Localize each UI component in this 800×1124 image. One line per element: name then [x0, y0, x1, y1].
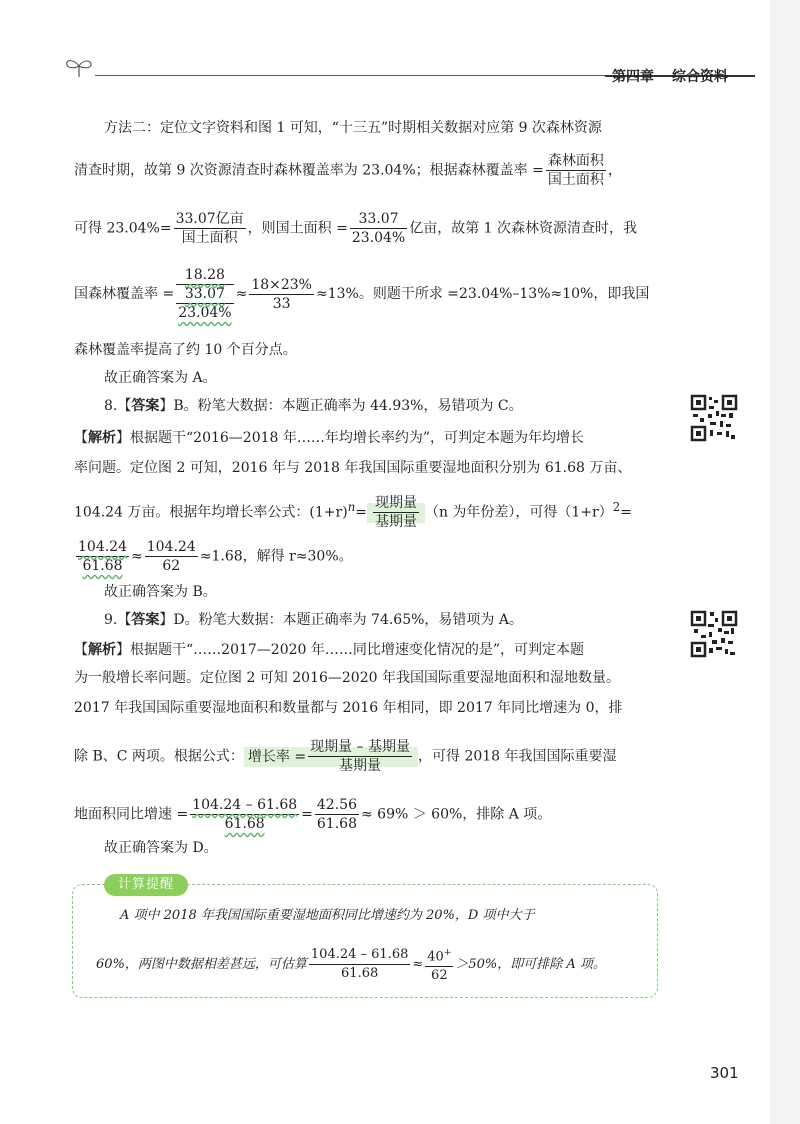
q9-analysis-line4: 除 B、C 两项。根据公式： 增长率 = $\frac{\text{现期量 – 基期量}}{\text{基期量}}$ ，可得 2018 年我国国际重要湿	[74, 739, 617, 774]
method2-line4: 国森林覆盖率 = 18.28 33.07 23.04% ≈ $\frac{18\times 23\%}{33}$ ≈13%。则题干所求 =23.04%–13%≈10%，即我国	[74, 267, 650, 321]
chapter-header	[612, 66, 746, 86]
fraction: $\frac{104.24}{61.68}$	[78, 539, 127, 574]
nested-fraction: 18.28 33.07 23.04%	[178, 267, 232, 321]
header-rule	[95, 75, 605, 76]
page-edge-band	[770, 0, 800, 1124]
q8-answer-line: 8.【答案】B。粉笔大数据：本题正确率为 44.93%，易错项为 C。	[104, 398, 523, 414]
tip-line1: A 项中 2018 年我国国际重要湿地面积同比增速约为 20%，D 项中大于	[120, 908, 535, 923]
method2-answer: 故正确答案为 A。	[104, 370, 217, 386]
q8-analysis-line4: $\frac{104.24}{61.68}$ ≈ $\frac{104.24}{62}$ ≈1.68，解得 r≈30%。	[78, 539, 353, 574]
fraction: $\frac{40^+}{62}$	[425, 944, 453, 985]
method2-line5: 森林覆盖率提高了约 10 个百分点。	[74, 342, 297, 358]
fraction: $\frac{42.56}{61.68}$	[316, 797, 357, 832]
fraction: $\frac{\text{现期量 – 基期量}}{\text{基期量}}$	[310, 739, 410, 774]
fraction: $\frac{\text{森林面积}}{\text{国土面积}}$	[547, 153, 604, 188]
q9-analysis-line5: 地面积同比增速 = $\frac{104.24 - 61.68}{61.68}$ = $\frac{42.56}{61.68}$ ≈ 69% ＞ 60%，排除 A 项。	[74, 797, 552, 832]
fraction: $\frac{\text{33.07亿亩}}{\text{国土面积}}$	[175, 211, 244, 246]
page-number: 301	[710, 1064, 739, 1082]
q9-answer-line: 9.【答案】D。粉笔大数据：本题正确率为 74.65%，易错项为 A。	[104, 612, 523, 628]
formula-highlight: 增长率 = $\frac{\text{现期量 – 基期量}}{\text{基期量}}$	[244, 747, 418, 767]
method2-line2: 清查时期，故第 9 次资源清查时森林覆盖率为 23.04%；根据森林覆盖率 = $\frac{\text{森林面积}}{\text{国土面积}}$ ，	[74, 153, 622, 188]
q9-analysis-line1: 【解析】根据题干“……2017—2020 年……同比增速变化情况的是”，可判定本题	[74, 642, 585, 658]
chapter-title: 第四章	[612, 69, 654, 85]
fraction: $\frac{18\times 23\%}{33}$	[251, 276, 312, 312]
q9-answer: 故正确答案为 D。	[104, 840, 218, 856]
q8-analysis-line2: 率问题。定位图 2 可知，2016 年与 2018 年我国国际重要湿地面积分别为 61.68 万亩、	[74, 460, 632, 476]
q9-analysis-line2: 为一般增长率问题。定位图 2 可知 2016—2020 年我国国际重要湿地面积和湿地数量。	[74, 670, 620, 686]
qr-code-icon[interactable]	[690, 610, 738, 658]
q8-analysis-line3: 104.24 万亩。根据年均增长率公式：$(1+r)^n=$ $\frac{\text{现期量}}{\text{基期量}}$ （n 为年份差），可得$(1+r)^2=$	[74, 495, 632, 530]
q8-analysis-line1: 【解析】根据题干“2016—2018 年……年均增长率约为”，可判定本题为年均增长	[74, 430, 585, 446]
method2-line3: 可得 23.04%= $\frac{\text{33.07亿亩}}{\text{国土面积}}$ ，则国土面积 = $\frac{33.07}{23.04\%}$ 亿亩，故第 1 次森林资源清查时，我	[74, 211, 638, 246]
formula-fraction: $\frac{\text{现期量}}{\text{基期量}}$	[374, 495, 417, 530]
method2-line1: 方法二：定位文字资料和图 1 可知，“十三五”时期相关数据对应第 9 次森林资源	[104, 120, 602, 136]
fraction: $\frac{104.24 - 61.68}{61.68}$	[192, 797, 298, 832]
sprout-icon	[62, 56, 96, 78]
section-title: 综合资料	[672, 69, 728, 85]
qr-code-icon[interactable]	[690, 394, 738, 442]
fraction: $\frac{104.24}{62}$	[146, 539, 196, 574]
fraction: $\frac{33.07}{23.04\%}$	[351, 211, 406, 246]
q9-analysis-line3: 2017 年我国国际重要湿地面积和数量都与 2016 年相同，即 2017 年同比增速为 0，排	[74, 700, 623, 716]
calculation-tip-tag: 计算提醒	[104, 874, 188, 896]
tip-line2: 60%，两图中数据相差甚远，可估算 $\frac{104.24 - 61.68}{61.68}$ ≈ $\frac{40^+}{62}$ ＞50%，即可排除 A 项。	[96, 944, 606, 985]
fraction: $\frac{104.24 - 61.68}{61.68}$	[310, 947, 409, 982]
q8-answer: 故正确答案为 B。	[104, 584, 217, 600]
